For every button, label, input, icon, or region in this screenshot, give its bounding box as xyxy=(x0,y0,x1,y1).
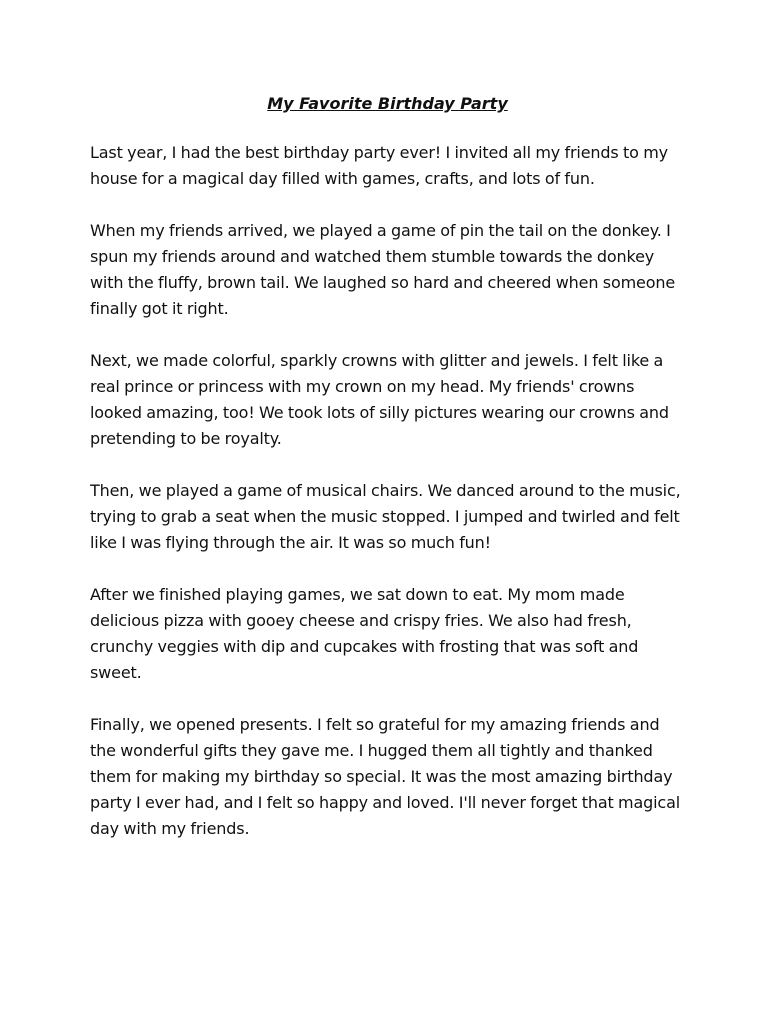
paragraph-food: After we finished playing games, we sat down to eat. My mom made delicious pizza with gooey cheese and crispy fries. We also had fresh, crunchy veggies with dip and cupcakes with frosting that was soft and sweet. xyxy=(90,585,639,682)
document-page xyxy=(90,92,685,868)
paragraph-musical-chairs: Then, we played a game of musical chairs. We danced around to the music, trying to grab a seat when the music stopped. I jumped and twirled and felt like I was flying through the air. It was so much fun! xyxy=(90,481,681,552)
paragraph-pin-the-tail: When my friends arrived, we played a game of pin the tail on the donkey. I spun my friends around and watched them stumble towards the donkey with the fluffy, brown tail. We laughed so hard and cheered when someone finally got it right. xyxy=(90,221,676,318)
paragraph-crowns: Next, we made colorful, sparkly crowns with glitter and jewels. I felt like a real prince or princess with my crown on my head. My friends' crowns looked amazing, too! We took lots of silly pictures wearing our crowns and pretending to be royalty. xyxy=(90,351,669,448)
paragraph-intro: Last year, I had the best birthday party ever! I invited all my friends to my house for a magical day filled with games, crafts, and lots of fun. xyxy=(90,143,668,188)
paragraph-presents: Finally, we opened presents. I felt so grateful for my amazing friends and the wonderful gifts they gave me. I hugged them all tightly and thanked them for making my birthday so special. It was the most amazing birthday party I ever had, and I felt so happy and loved. I'll never forget that magical day with my friends. xyxy=(90,715,681,838)
document-title: My Favorite Birthday Party xyxy=(267,94,508,113)
